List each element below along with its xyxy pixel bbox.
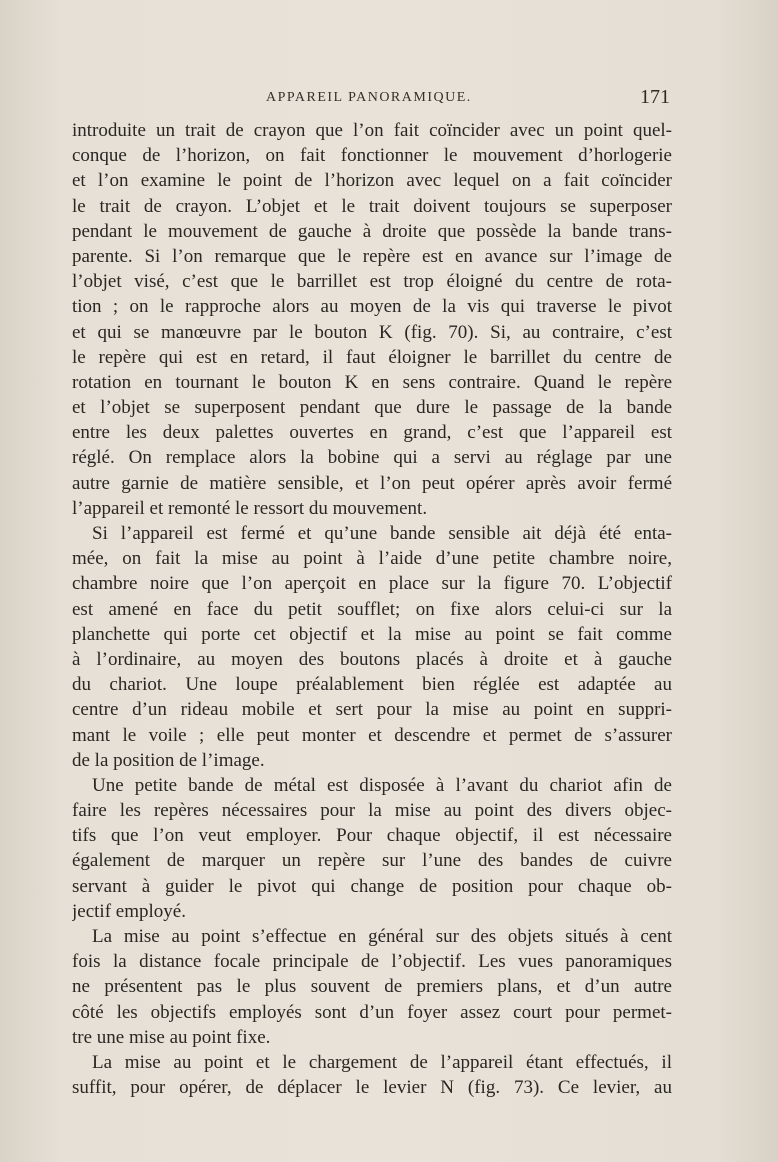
text-line: fois la distance focale principale de l’objectif. Les vues panoramiques — [72, 951, 672, 973]
text-line: autre garnie de matière sensible, et l’on peut opérer après avoir fermé — [72, 472, 672, 494]
text-line: le trait de crayon. L’objet et le trait doivent toujours se superposer — [72, 195, 672, 217]
text-line: Si l’appareil est fermé et qu’une bande sensible ait déjà été enta- — [92, 523, 672, 544]
text-line: tre une mise au point fixe. — [72, 1026, 271, 1048]
text-line: entre les deux palettes ouvertes en grand, c’est que l’appareil est — [72, 422, 672, 444]
text-line: servant à guider le pivot qui change de position pour chaque ob- — [72, 875, 672, 897]
text-line: chambre noire que l’on aperçoit en place sur la figure 70. L’objectif — [72, 573, 672, 595]
text-line: à l’ordinaire, au moyen des boutons placés à droite et à gauche — [72, 648, 672, 670]
text-line: conque de l’horizon, on fait fonctionner le mouvement d’horlogerie — [72, 145, 672, 167]
text-line: l’objet visé, c’est que le barrillet est trop éloigné du centre de rota- — [72, 271, 672, 293]
header-title: APPAREIL PANORAMIQUE. — [266, 90, 472, 105]
text-line: de la position de l’image. — [72, 749, 265, 771]
text-line: La mise au point s’effectue en général sur des objets situés à cent — [92, 926, 672, 947]
text-line: côté les objectifs employés sont d’un foyer assez court pour permet- — [72, 1001, 672, 1023]
text-line: ne présentent pas le plus souvent de premiers plans, et d’un autre — [72, 976, 672, 998]
text-line: pendant le mouvement de gauche à droite que possède la bande trans- — [72, 220, 672, 242]
text-line: Une petite bande de métal est disposée à l’avant du chariot afin de — [92, 774, 672, 796]
text-line: tifs que l’on veut employer. Pour chaque objectif, il est nécessaire — [72, 825, 672, 847]
text-line: planchette qui porte cet objectif et la mise au point se fait comme — [72, 623, 672, 645]
text-line: l’appareil et remonté le ressort du mouvement. — [72, 497, 428, 519]
text-line: suffit, pour opérer, de déplacer le levier N (fig. 73). Ce levier, au — [72, 1077, 672, 1099]
text-line: La mise au point et le chargement de l’appareil étant effectués, il — [92, 1051, 672, 1073]
text-line: le repère qui est en retard, il faut éloigner le barrillet du centre de — [72, 346, 672, 368]
text-line: du chariot. Une loupe préalablement bien réglée est adaptée au — [72, 674, 672, 696]
running-head — [72, 84, 670, 112]
text-line: faire les repères nécessaires pour la mise au point des divers objec- — [72, 800, 672, 822]
text-line: et l’objet se superposent pendant que dure le passage de la bande — [72, 397, 672, 419]
text-line: centre d’un rideau mobile et sert pour la mise au point en suppri- — [72, 699, 672, 721]
body-text — [72, 118, 672, 1100]
text-line: jectif employé. — [72, 900, 186, 922]
text-line: introduite un trait de crayon que l’on fait coïncider avec un point quel- — [72, 120, 672, 141]
text-line: est amené en face du petit soufflet; on fixe alors celui-ci sur la — [72, 598, 672, 620]
text-line: et l’on examine le point de l’horizon avec lequel on a fait coïncider — [72, 170, 672, 192]
text-line: rotation en tournant le bouton K en sens contraire. Quand le repère — [72, 371, 672, 393]
text-line: mée, on fait la mise au point à l’aide d’une petite chambre noire, — [72, 548, 672, 570]
text-line: et qui se manœuvre par le bouton K (fig. 70). Si, au contraire, c’est — [72, 321, 672, 343]
text-line: également de marquer un repère sur l’une des bandes de cuivre — [72, 850, 672, 872]
page-number: 171 — [640, 86, 670, 108]
text-line: tion ; on le rapproche alors au moyen de la vis qui traverse le pivot — [72, 296, 672, 318]
text-line: mant le voile ; elle peut monter et descendre et permet de s’assurer — [72, 724, 672, 746]
text-line: réglé. On remplace alors la bobine qui a servi au réglage par une — [72, 447, 672, 469]
text-line: parente. Si l’on remarque que le repère est en avance sur l’image de — [72, 245, 672, 267]
